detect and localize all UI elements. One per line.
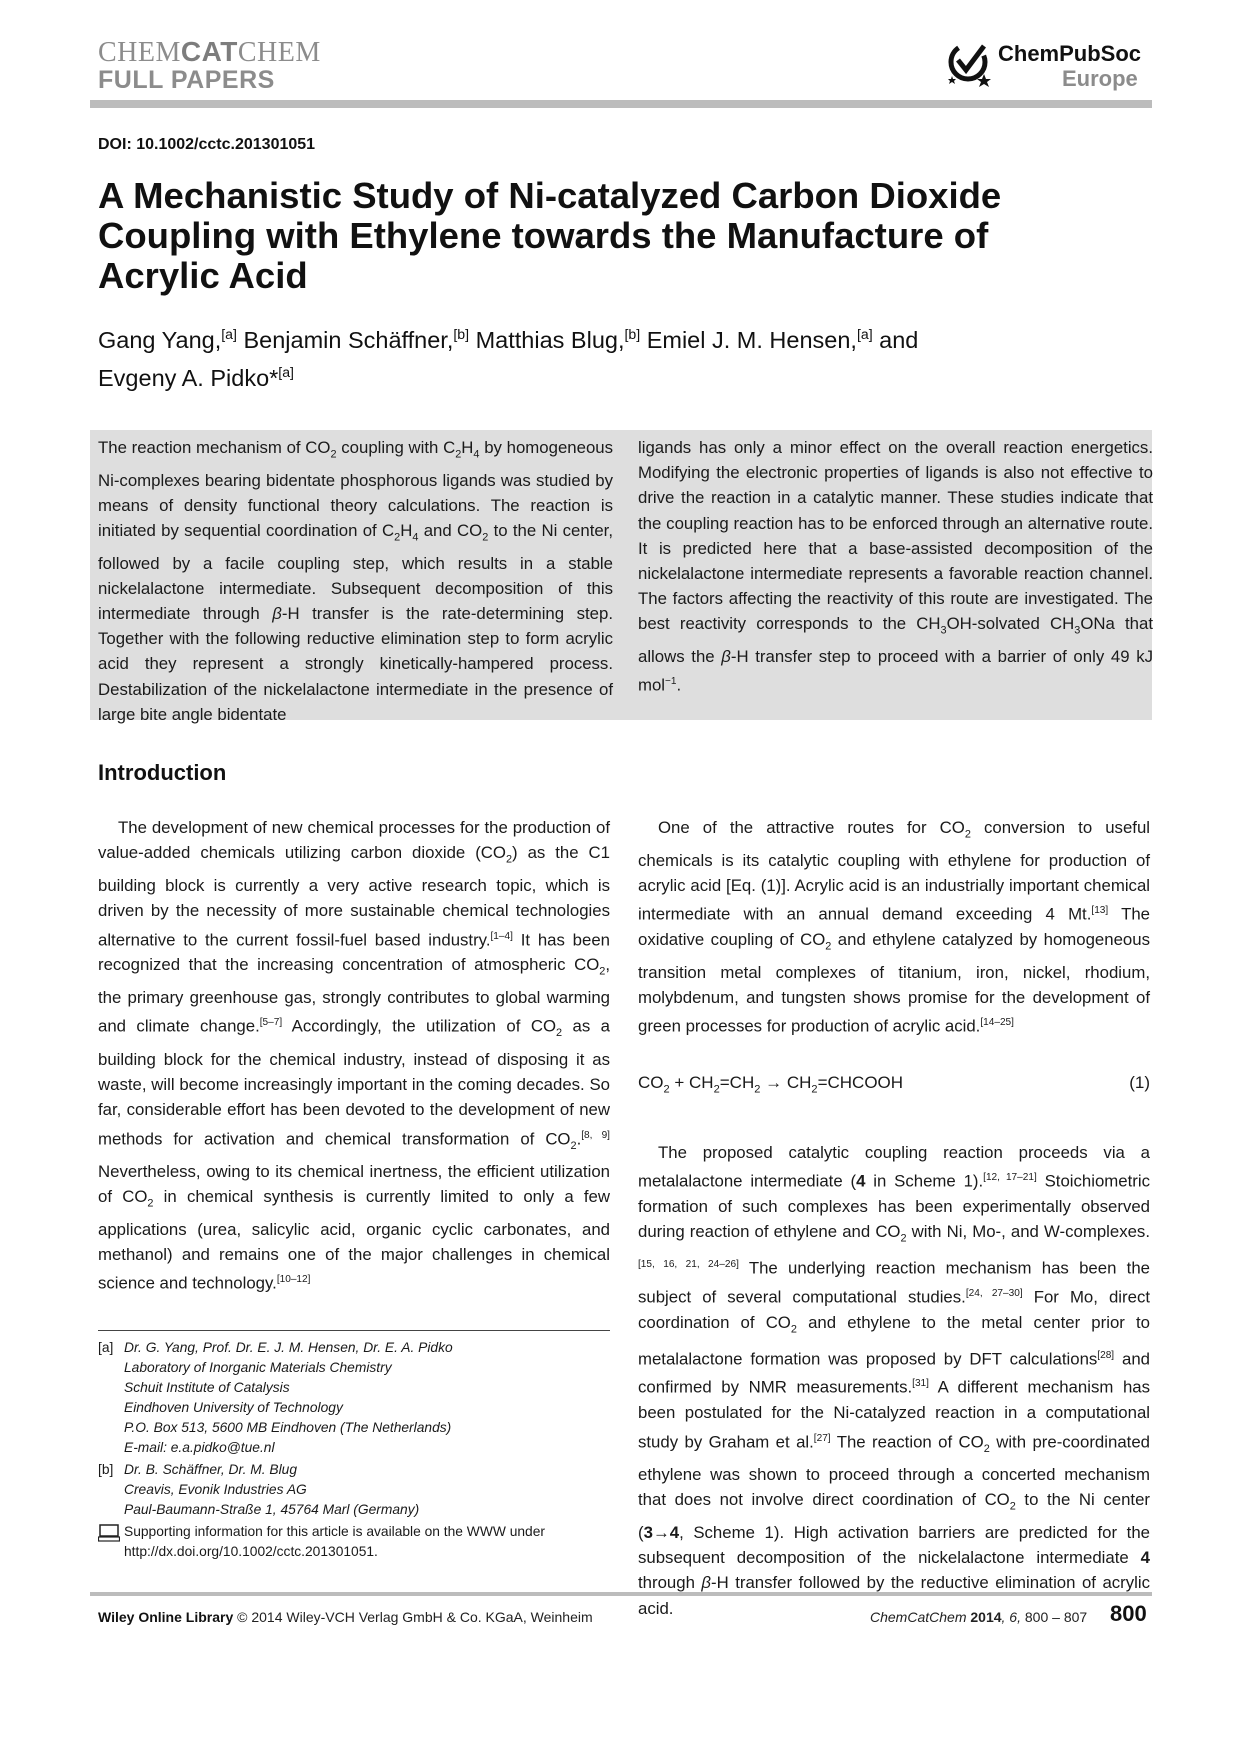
body-text: conversion to useful chemicals is its catalytic coupling with ethylene for production of acrylic acid [Eq. (1)]. Acrylic acid is an industrially important chemical intermediate with an annual demand exceeding 4 Mt.: [638, 818, 1151, 924]
chem-subscript: 2: [964, 828, 971, 841]
chem-subscript: 2: [811, 1083, 818, 1096]
article-title: A Mechanistic Study of Ni-catalyzed Carbon Dioxide Coupling with Ethylene towards the Manufacture of Acrylic Acid: [98, 175, 1002, 296]
citation-ref[interactable]: [8, 9]: [581, 1129, 610, 1141]
citation-ref[interactable]: [27]: [813, 1432, 831, 1444]
chem-formula: CO: [875, 1222, 901, 1242]
chem-subscript: 2: [825, 940, 832, 953]
chem-subscript: 2: [983, 1442, 990, 1455]
supporting-info-text: Supporting information for this article is available on the WWW under: [124, 1524, 545, 1539]
citation-ref[interactable]: [5–7]: [259, 1017, 283, 1029]
footnote-line: Eindhoven University of Technology: [124, 1400, 343, 1415]
compound-number: 4: [1140, 1548, 1150, 1568]
abstract-text: and: [418, 520, 458, 540]
chem-subscript: 3: [940, 624, 947, 637]
citation-ref[interactable]: [31]: [912, 1378, 929, 1390]
footnote-line: P.O. Box 513, 5600 MB Eindhoven (The Netherlands): [124, 1420, 452, 1435]
chem-formula: CO: [530, 1016, 556, 1036]
chem-formula: ONa: [1080, 614, 1115, 634]
citation-ref[interactable]: [24, 27–30]: [965, 1288, 1023, 1300]
citation-ref[interactable]: [15, 16, 21, 24–26]: [638, 1259, 739, 1271]
section-type: FULL PAPERS: [98, 66, 275, 94]
chempubsoc-logo-icon: [944, 38, 996, 88]
chem-formula: OH: [946, 614, 972, 634]
greek-beta: β: [701, 1573, 711, 1593]
abstract-text: -H transfer is the rate-determining step. Together with the following reductive elimination step to form acrylic acid they represent a strongly kinetically-hampered process. Destabilization of the nickelalactone intermediate in the presence of large bite angle bidentate: [98, 603, 613, 724]
supporting-info-link[interactable]: http://dx.doi.org/10.1002/cctc.201301051.: [124, 1544, 378, 1559]
body-text: .: [576, 1129, 582, 1149]
author-list: [98, 318, 1098, 394]
body-text: to the Ni center (: [638, 1490, 1150, 1542]
body-text: with Ni, Mo-, and W-complexes.: [906, 1222, 1150, 1242]
author-affiliation: [a]: [856, 326, 873, 342]
body-text: It has been recognized that the increasing concentration of atmospheric: [98, 930, 611, 975]
chem-formula: CH: [916, 614, 941, 634]
body-text: and ethylene catalyzed by homogeneous transition metal complexes of titanium, iron, nickel, rhodium, molybdenum, and tungsten shows promise for the development of green processes for production of acrylic acid.: [638, 930, 1150, 1036]
unit-superscript: −1: [665, 676, 677, 688]
chem-formula: CO: [122, 1187, 148, 1207]
abstract-text: ligands has only a minor effect on the overall reaction energetics. Modifying the electronic properties of ligands is also not effective to drive the reaction in a catalytic manner. These studies indicate that the coupling reaction has to be enforced through an alternative route. It is predicted here that a base-assisted decomposition of the nickelalactone intermediate represents a favorable reaction channel. The factors affecting the reactivity of this route are investigated. The best reactivity corresponds to the: [638, 438, 1153, 634]
abstract-text: to the Ni center, followed by a facile coupling step, which results in a stable nickelalactone intermediate. Subsequent decomposition of this intermediate through: [98, 520, 614, 623]
chem-formula: =CHCOOH: [817, 1073, 904, 1092]
body-text: The reaction of: [830, 1432, 959, 1452]
author-conjunction: and: [879, 326, 919, 353]
greek-beta: β: [721, 646, 731, 666]
body-text: with pre-coordinated ethylene was shown to proceed through a concerted mechanism that does not involve direct coordination of: [638, 1432, 1150, 1510]
chem-formula: CO: [480, 843, 506, 863]
chem-subscript: 2: [556, 1027, 563, 1040]
body-text: and ethylene to the metal center prior to metalalactone formation was proposed by DFT calculations: [638, 1312, 1150, 1369]
equation-1: [638, 1073, 1150, 1103]
citation-ref[interactable]: [1–4]: [490, 930, 513, 942]
chem-subscript: 2: [900, 1232, 907, 1245]
journal-name-part2: CAT: [180, 36, 238, 67]
journal-abbrev: ChemCatChem: [870, 1609, 967, 1625]
chem-subscript: 2: [754, 1083, 761, 1096]
chem-formula: CO: [545, 1129, 571, 1149]
compound-number: 4: [669, 1522, 680, 1542]
body-text: For Mo, direct coordination of: [638, 1287, 1151, 1332]
chem-subscript: 2: [570, 1139, 577, 1152]
abstract-text: -solvated: [971, 614, 1051, 634]
citation-ref[interactable]: [13]: [1091, 905, 1109, 917]
chem-formula: H: [461, 438, 474, 457]
body-text: in chemical synthesis is currently limited to only a few applications (urea, salicylic acid, organic cyclic carbonates, and methanol) and remains one of the major challenges in chemical science and technology.: [98, 1187, 610, 1293]
intro-left-column: [98, 815, 610, 1296]
equation-arrow: →: [760, 1073, 787, 1092]
publisher-region: Europe: [1062, 66, 1138, 91]
chem-formula: CO: [638, 1073, 664, 1092]
doi: DOI: 10.1002/cctc.201301051: [98, 136, 316, 153]
journal-name: [98, 36, 321, 69]
body-text: ) as the C1 building block is currently a very active research topic, which is driven by the necessity of more sustainable chemical technologies alternative to the current fossil-fuel based industry.: [98, 843, 610, 950]
footnote-affiliation-b: [98, 1460, 610, 1520]
chem-subscript: 2: [1009, 1500, 1016, 1513]
body-text: A different mechanism has been postulated for the Ni-catalyzed reaction in a computational study by Graham et al.: [638, 1378, 1150, 1452]
publisher-name: ChemPubSoc: [998, 41, 1142, 66]
email-link[interactable]: E-mail: e.a.pidko@tue.nl: [124, 1440, 275, 1455]
chem-formula: CO: [457, 520, 483, 540]
footer-rule: [90, 1592, 1152, 1596]
abstract-text: -H transfer step to proceed with a barrier of only 49 kJ mol: [638, 646, 1153, 695]
chem-subscript: 2: [663, 1083, 670, 1096]
footnote-label: [b]: [98, 1462, 114, 1477]
chem-subscript: 2: [394, 531, 401, 544]
citation-ref[interactable]: [12, 17–21]: [983, 1172, 1037, 1184]
equation-operator: +: [669, 1073, 690, 1092]
intro-right-paragraph-2: [638, 1140, 1150, 1621]
author-affiliation: [a]: [221, 326, 237, 342]
body-text: and confirmed by NMR measurements.: [638, 1349, 1150, 1398]
equation-number: (1): [1129, 1073, 1150, 1092]
chem-formula: CO: [939, 818, 965, 837]
abstract-text: by homogeneous Ni-complexes bearing bidentate phosphorous ligands was studied by means of density functional theory calculations. The reaction is initiated by sequential coordination of: [98, 438, 613, 540]
compound-number: 4: [856, 1171, 866, 1191]
chem-formula: C: [443, 438, 456, 457]
chem-formula: CO: [958, 1432, 984, 1452]
abstract-text: that allows the: [638, 614, 1153, 666]
greek-beta: β: [272, 603, 282, 623]
body-text: through: [638, 1573, 702, 1593]
chem-subscript: 3: [1074, 624, 1081, 637]
footnote-line: Laboratory of Inorganic Materials Chemistry: [124, 1360, 392, 1375]
abstract-right-column: [638, 435, 1153, 698]
header-rule: [90, 100, 1152, 108]
section-heading: Introduction: [98, 760, 227, 785]
body-text: in Scheme 1).: [865, 1171, 984, 1191]
citation-ref[interactable]: [10–12]: [276, 1274, 311, 1286]
body-text: -H transfer followed by the reductive elimination of acrylic acid.: [638, 1573, 1150, 1618]
copyright-text: © 2014 Wiley-VCH Verlag GmbH & Co. KGaA, Weinheim: [233, 1609, 593, 1625]
compound-number: 3: [643, 1522, 653, 1542]
chem-formula: H: [400, 520, 413, 540]
supporting-info-note: [98, 1522, 610, 1562]
wiley-online-library-link[interactable]: Wiley Online Library: [98, 1609, 234, 1625]
chem-subscript: 2: [713, 1083, 720, 1096]
chem-formula: CH: [1050, 614, 1075, 634]
citation-ref[interactable]: [14–25]: [980, 1017, 1014, 1029]
chem-formula: CO: [765, 1312, 791, 1332]
chem-formula: CO: [574, 955, 600, 975]
footnote-line: Dr. G. Yang, Prof. Dr. E. J. M. Hensen, Dr. E. A. Pidko: [124, 1340, 453, 1355]
abstract-left-column: [98, 435, 613, 727]
footnote-label: [a]: [98, 1340, 114, 1355]
chem-subscript: 2: [790, 1323, 797, 1336]
journal-name-part3: CHEM: [237, 37, 321, 68]
author-name: Gang Yang,: [98, 326, 222, 353]
author-affiliation: [a]: [278, 363, 294, 380]
chem-formula: =CH: [719, 1073, 755, 1092]
body-text: One of the attractive routes for: [658, 818, 940, 837]
chem-subscript: 4: [412, 531, 419, 544]
author-name: Emiel J. M. Hensen,: [646, 326, 857, 353]
author-name: Benjamin Schäffner,: [243, 326, 454, 353]
chem-subscript: 2: [482, 531, 489, 544]
citation-year: 2014: [966, 1609, 1002, 1625]
author-name: Matthias Blug,: [475, 326, 625, 353]
journal-name-part1: CHEM: [98, 37, 181, 68]
intro-right-paragraph-1: [638, 815, 1150, 1039]
author-affiliation: [b]: [624, 326, 641, 342]
body-text: Accordingly, the utilization of: [282, 1016, 531, 1036]
abstract-text: .: [676, 675, 682, 695]
citation-ref[interactable]: [28]: [1097, 1349, 1115, 1361]
body-text: The proposed catalytic coupling reaction proceeds via a metalalactone intermediate (: [638, 1143, 1150, 1191]
body-text: as a building block for the chemical industry, instead of disposing it as waste, will become increasingly important in the coming decades. So far, considerable effort has been devoted to the development of new methods for activation and chemical transformation of: [98, 1016, 610, 1149]
author-affiliation: [b]: [453, 326, 470, 342]
chem-subscript: 2: [599, 965, 606, 978]
footnote-line: Dr. B. Schäffner, Dr. M. Blug: [124, 1462, 298, 1477]
footnote-line: Paul-Baumann-Straße 1, 45764 Marl (Germany): [124, 1502, 420, 1517]
body-text: The oxidative coupling of: [638, 904, 1151, 950]
chem-subscript: 2: [330, 448, 337, 461]
abstract-text: The reaction mechanism of: [98, 438, 306, 457]
body-text: , Scheme 1). High activation barriers are predicted for the subsequent decomposition of the nickelalactone intermediate: [638, 1522, 1150, 1568]
body-text: Stoichiometric formation of such complexes has been experimentally observed during reaction of ethylene and: [638, 1171, 1150, 1242]
chem-formula: C: [382, 520, 395, 540]
footnote-line: Creavis, Evonik Industries AG: [124, 1482, 307, 1497]
chem-formula: CH: [689, 1073, 714, 1092]
footer-copyright: [98, 1609, 593, 1625]
chem-subscript: 2: [455, 448, 462, 461]
chem-formula: CH: [786, 1073, 812, 1092]
body-text: Nevertheless, owing to its chemical inertness, the efficient utilization of: [98, 1161, 610, 1207]
chem-subscript: 2: [505, 853, 513, 866]
footer-citation: [870, 1609, 1087, 1625]
footnote-rule: [98, 1330, 610, 1331]
abstract-text: coupling with: [336, 438, 444, 457]
chem-formula: CO: [800, 930, 826, 950]
chem-subscript: 4: [473, 448, 480, 461]
reaction-arrow: →: [652, 1522, 670, 1542]
chem-subscript: 2: [147, 1197, 154, 1210]
chem-formula: CO: [305, 438, 331, 457]
citation-volume: , 6,: [1001, 1609, 1021, 1625]
chem-formula: CO: [984, 1490, 1010, 1510]
footnote-line: Schuit Institute of Catalysis: [124, 1380, 290, 1395]
body-text: The underlying reaction mechanism has been the subject of several computational studies.: [638, 1258, 1150, 1307]
citation-pages: 800 – 807: [1021, 1609, 1088, 1625]
footnote-affiliation-a: [98, 1338, 610, 1458]
page-number: 800: [1110, 1601, 1147, 1626]
author-name: Evgeny A. Pidko*: [98, 364, 279, 391]
body-text: The development of new chemical processes for the production of value-added chemicals utilizing carbon dioxide (: [98, 818, 610, 863]
computer-icon: [98, 1524, 120, 1542]
body-text: , the primary greenhouse gas, strongly contributes to global warming and climate change.: [98, 955, 610, 1036]
